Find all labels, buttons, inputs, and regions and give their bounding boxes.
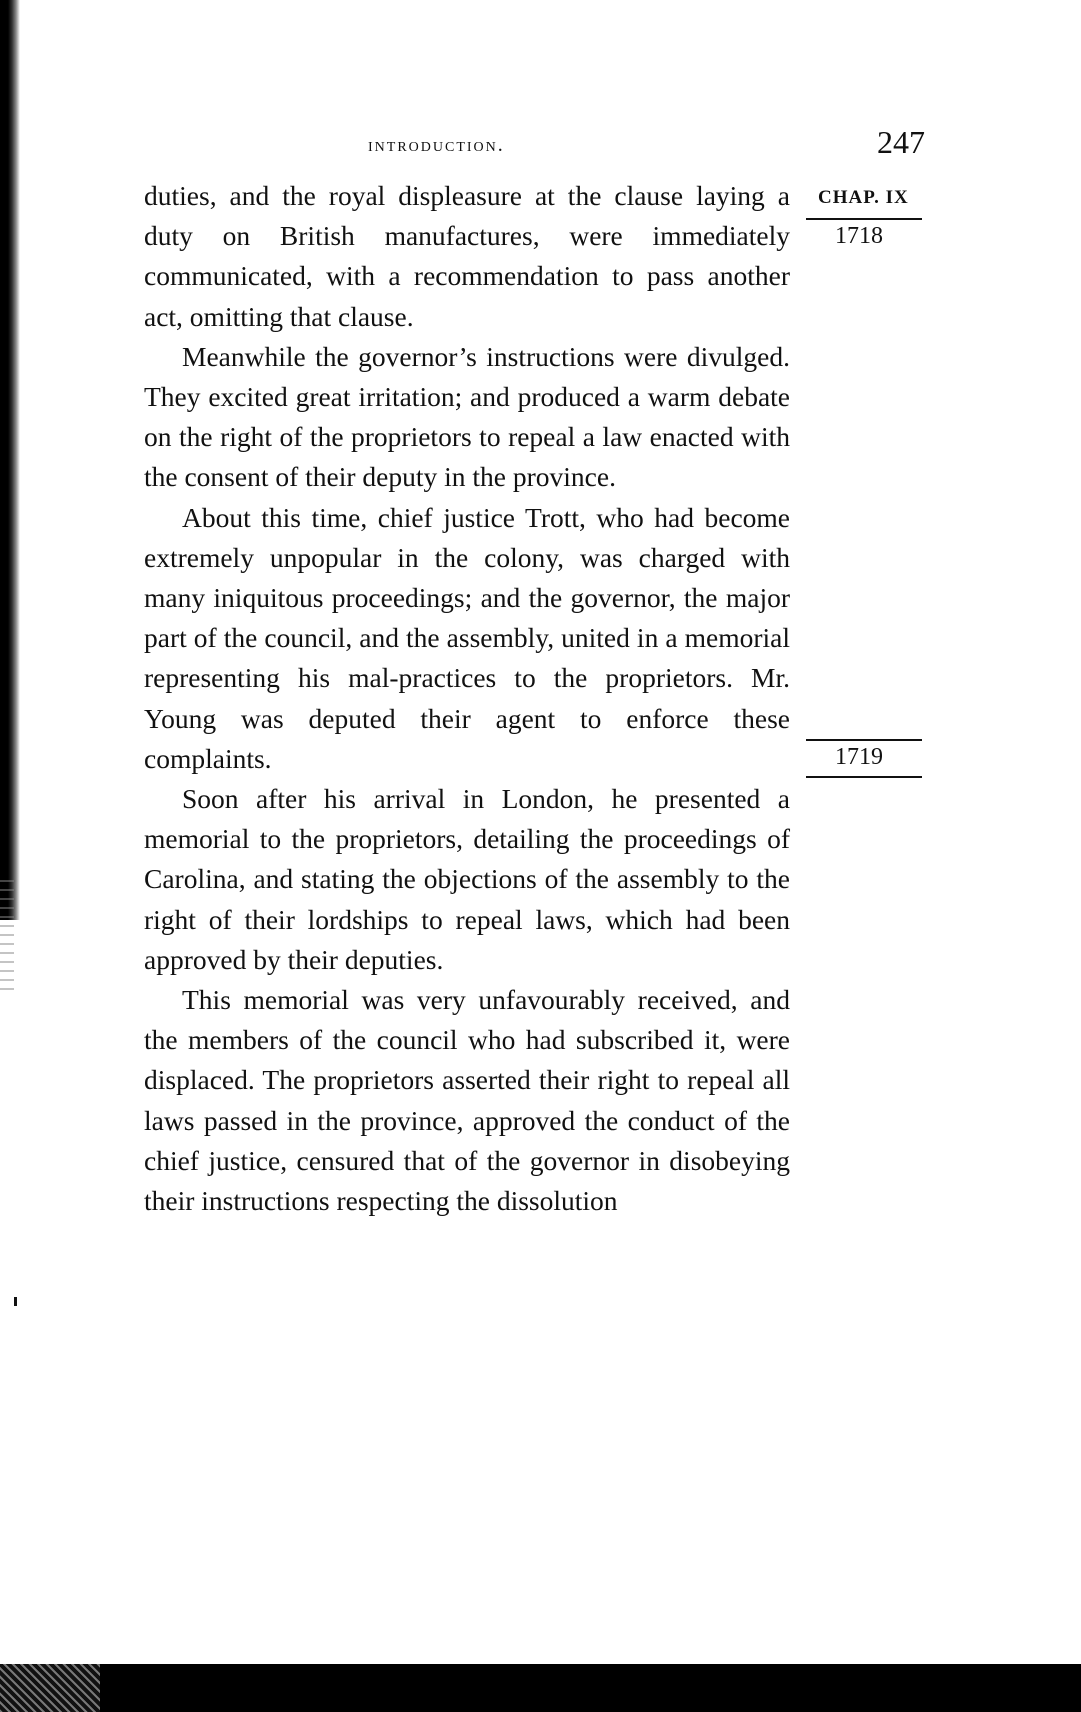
stray-mark <box>14 1297 17 1306</box>
margin-rule <box>806 739 922 741</box>
body-text <box>144 176 790 1221</box>
paragraph-5: This memorial was very unfavourably received, and the members of the council who had subscribed it, were displaced. The proprietors asserted their right to repeal all laws passed in the province, approved the conduct of the chief justice, censured that of the governor in disobeying their instructions respecting the dissolution <box>144 984 790 1217</box>
binding-speckle <box>0 880 14 990</box>
margin-rule <box>806 218 922 220</box>
margin-rule <box>806 776 922 778</box>
scan-bottom-edge <box>0 1664 1081 1712</box>
page-number: 247 <box>877 124 925 160</box>
paragraph-1: duties, and the royal displeasure at the clause laying a duty on British manufactures, were immediately communicated, with a recommendation to pass another act, omitting that clause. <box>144 180 790 332</box>
margin-year-1719: 1719 <box>835 744 883 770</box>
scan-bottom-speckle <box>0 1664 100 1712</box>
running-head: introduction. <box>368 134 505 156</box>
binding-shadow <box>0 0 20 920</box>
paragraph-3: About this time, chief justice Trott, who had become extremely unpopular in the colony, was charged with many iniquitous proceedings; and the governor, the major part of the council, and the assembly, united in a memorial representing his mal-practices to the proprietors. Mr. Young was deputed their agent to enforce these complaints. <box>144 501 790 774</box>
paragraph-4: Soon after his arrival in London, he presented a memorial to the proprietors, detailing the proceedings of Carolina, and stating the objections of the assembly to the right of their lordships to repeal laws, which had been approved by their deputies. <box>144 783 790 975</box>
margin-chapter-label: CHAP. IX <box>818 187 909 208</box>
paragraph-2: Meanwhile the governor’s instructions were divulged. They excited great irritation; and produced a warm debate on the right of the proprietors to repeal a law enacted with the consent of their deputy in the province. <box>144 340 790 493</box>
margin-year-1718: 1718 <box>835 223 883 249</box>
